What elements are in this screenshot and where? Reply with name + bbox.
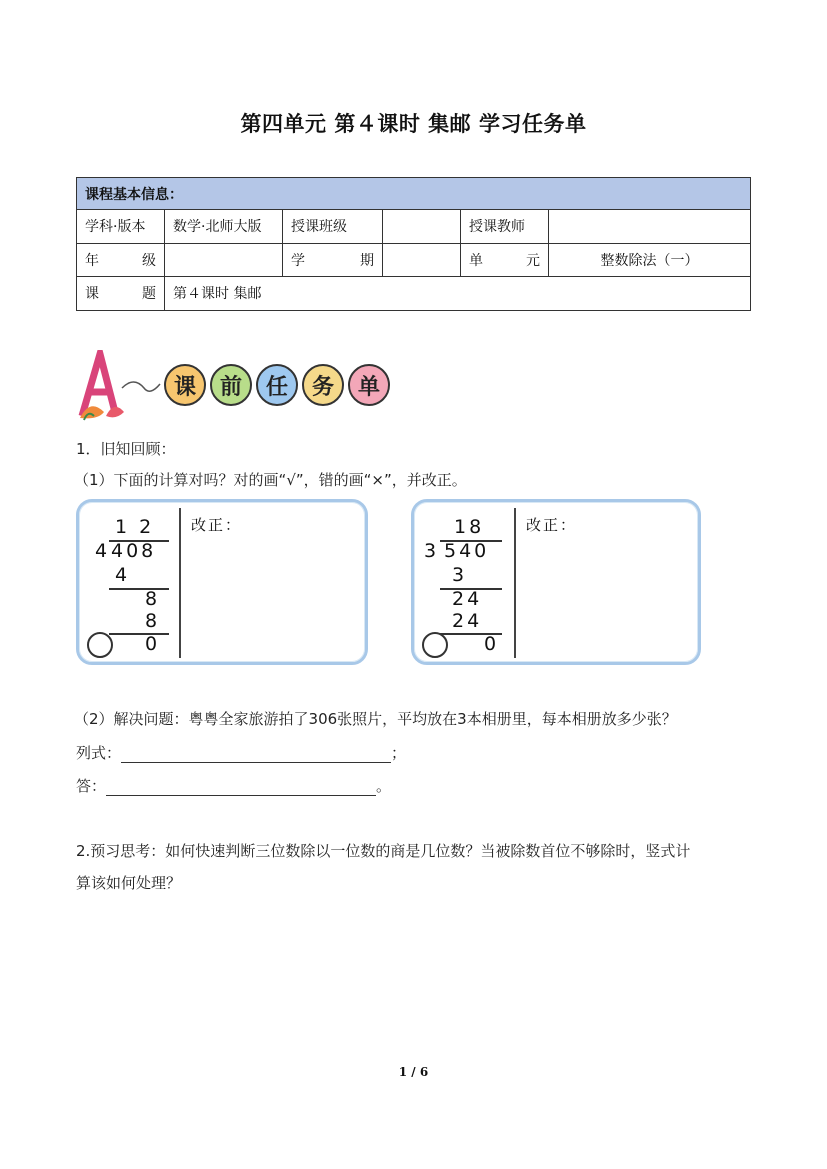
dividend: 408 — [111, 540, 157, 562]
answer-blank[interactable] — [106, 778, 376, 796]
unit-label: 单 元 — [461, 243, 549, 277]
q2-line2: 算该如何处理？ — [76, 874, 182, 892]
step: 3 — [452, 564, 468, 586]
answer-line — [76, 775, 391, 796]
step: 24 — [452, 610, 483, 632]
banner-char-1: 课 — [164, 364, 206, 406]
quotient: 1 2 — [115, 516, 155, 538]
step: 0 — [145, 633, 161, 655]
dividend: 540 — [444, 540, 490, 562]
division-card-2 — [411, 499, 701, 665]
q2-line1: 2.预习思考：如何快速判断三位数除以一位数的商是几位数？当被除数首位不够除时，竖式计 — [76, 842, 691, 860]
step: 8 — [145, 588, 161, 610]
correction-label: 改正： — [526, 516, 578, 534]
q1-heading: 1．旧知回顾： — [76, 440, 176, 458]
q1-sub1: （1）下面的计算对吗？对的画“√”，错的画“×”，并改正。 — [74, 471, 467, 489]
judgement-circle[interactable] — [87, 632, 113, 658]
grade-value — [165, 243, 283, 277]
course-info-table — [76, 177, 751, 311]
class-label: 授课班级 — [283, 210, 383, 244]
banner-char-2: 前 — [210, 364, 252, 406]
teacher-value — [549, 210, 751, 244]
answer-end: 。 — [376, 777, 392, 795]
formula-line — [76, 742, 406, 763]
topic-label: 课 题 — [77, 277, 165, 311]
divisor: 3 — [424, 540, 440, 562]
formula-label: 列式： — [76, 744, 122, 762]
topic-value: 第４课时 集邮 — [165, 277, 751, 311]
division-card-1 — [76, 499, 368, 665]
correction-label: 改正： — [191, 516, 243, 534]
class-value — [383, 210, 461, 244]
judgement-circle[interactable] — [422, 632, 448, 658]
unit-value: 整数除法（一） — [549, 243, 751, 277]
pre-class-task-banner — [76, 350, 406, 422]
subject-value: 数学·北师大版 — [165, 210, 283, 244]
q1-sub2: （2）解决问题：粤粤全家旅游拍了306张照片，平均放在3本相册里，每本相册放多少张？ — [74, 710, 677, 728]
step: 24 — [452, 588, 483, 610]
subject-label: 学科·版本 — [77, 210, 165, 244]
divisor: 4 — [95, 540, 111, 562]
quotient: 18 — [454, 516, 485, 538]
answer-label: 答： — [76, 777, 107, 795]
card-divider — [179, 508, 181, 658]
formula-blank[interactable] — [121, 745, 391, 763]
step: 8 — [145, 610, 161, 632]
banner-char-4: 务 — [302, 364, 344, 406]
term-value — [383, 243, 461, 277]
term-label: 学 期 — [283, 243, 383, 277]
step: 0 — [484, 633, 500, 655]
teacher-label: 授课教师 — [461, 210, 549, 244]
banner-char-5: 单 — [348, 364, 390, 406]
grade-label: 年 级 — [77, 243, 165, 277]
formula-end: ； — [391, 744, 407, 762]
banner-char-3: 任 — [256, 364, 298, 406]
page-number: 1 / 6 — [398, 1065, 429, 1079]
page-title: 第四单元 第４课时 集邮 学习任务单 — [240, 112, 587, 136]
card-divider — [514, 508, 516, 658]
step: 4 — [115, 564, 131, 586]
info-header: 课程基本信息： — [77, 178, 751, 210]
